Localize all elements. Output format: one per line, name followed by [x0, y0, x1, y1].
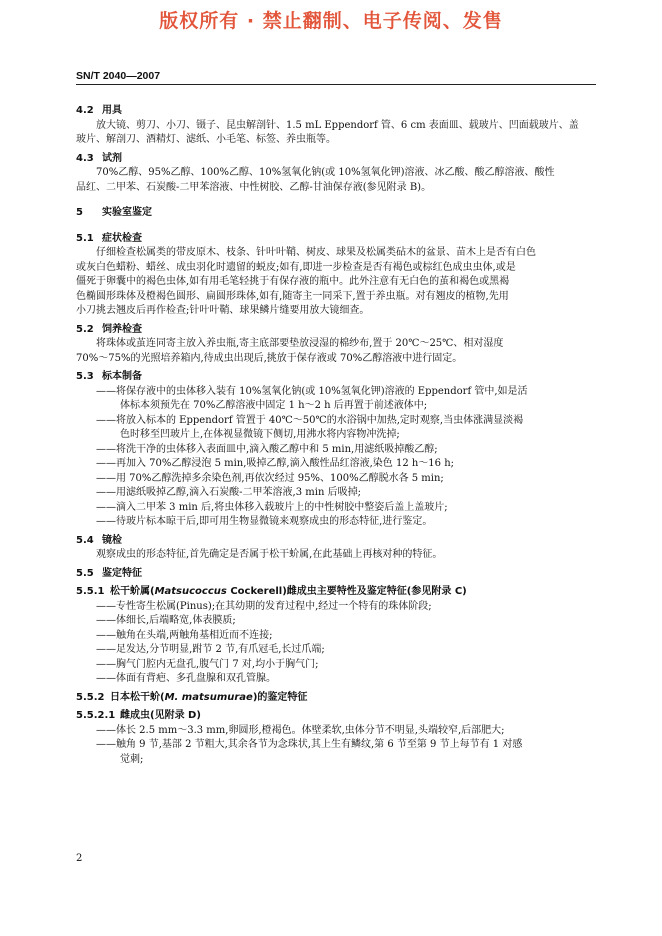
list-item: ——足发达,分节明显,跗节 2 节,有爪冠毛,长过爪端;	[96, 644, 325, 655]
list-item: ——将洗干净的虫体移入表面皿中,滴入酸乙醇中和 5 min,用滤纸吸掉酸乙醇;	[96, 443, 438, 455]
list-item: ——触角 9 节,基部 2 节粗大,其余各节为念珠状,其上生有鳞纹,第 6 节至第 9 节上每节有 1 对感 觉刺;	[96, 739, 523, 765]
heading-5-4: 5.4 镜检	[76, 534, 122, 546]
paragraph-line: 观察成虫的形态特征,首先确定是否属于松干蚧属,在此基础上再核对种的特征。	[96, 549, 443, 560]
heading-5-5-1: 5.5.1 松干蚧属(Matsucoccus Cockerell)雌成虫主要特性及鉴定特征(参见附录 C)	[76, 586, 467, 597]
paragraph-line: 将珠体或茧连同寄主放入养虫瓶,寄主底部要垫放浸湿的棉纱布,置于 20℃～25℃、相对湿度	[96, 338, 504, 349]
paragraph-line: 色椭圆形珠体及橙褐色圆形、扁圆形珠体,如有,随寄主一同采下,置于养虫瓶。对有翘皮的植物,先用	[76, 290, 509, 302]
heading-5-5: 5.5 鉴定特征	[76, 567, 142, 579]
heading-4-3: 4.3 试剂	[76, 152, 122, 164]
paragraph-line: 品红、二甲苯、石炭酸-二甲苯溶液、中性树胶、乙醇-甘油保存液(参见附录 B)。	[76, 181, 432, 193]
heading-5-5-2-1: 5.5.2.1 雌成虫(见附录 D)	[76, 710, 201, 721]
paragraph-line: 放大镜、剪刀、小刀、镊子、昆虫解剖针、1.5 mL Eppendorf 管、6 cm 表面皿、载玻片、凹面载玻片、盖	[96, 119, 579, 131]
list-4-2	[76, 119, 596, 148]
page-number: 2	[76, 853, 83, 864]
paragraph-line: 仔细检查松属类的带皮原木、枝条、针叶叶鞘、树皮、球果及松属类砧木的盆景、苗木上是否有白色	[96, 247, 536, 258]
paragraph-line: 70%～75%的光照培养箱内,待成虫出现后,挑放于保存液或 70%乙醇溶液中进行固定。	[76, 352, 463, 364]
list-item: ——待玻片标本晾干后,即可用生物显微镜来观察成虫的形态特征,进行鉴定。	[96, 516, 433, 527]
list-item: ——专性寄生松属(Pinus);在其幼期的发育过程中,经过一个特有的珠体阶段;	[96, 600, 432, 612]
list-4-3	[76, 166, 596, 195]
heading-4-2: 4.2 用具	[76, 105, 122, 116]
heading-5: 5 实验室鉴定	[76, 207, 152, 218]
heading-5-3: 5.3 标本制备	[76, 371, 142, 382]
header-rule	[76, 84, 596, 85]
list-item: ——用 70%乙醇洗掉多余染色剂,再依次经过 95%、100%乙醇脱水各 5 min;	[96, 472, 444, 484]
list-item: ——体细长,后端略宽,体表膜质;	[96, 615, 236, 626]
document-id: SN/T 2040—2007	[76, 70, 161, 82]
paragraph-line: 或灰白色蜡粉、蜡丝、成虫羽化时遗留的蜕皮;如有,即进一步检查是否有褐色或棕红色成虫虫体,或是	[76, 261, 516, 273]
list-item: ——将放入标本的 Eppendorf 管置于 40℃～50℃的水浴锅中加热,定时观察,当虫体涨满显淡褐 色时移至凹玻片上,在体视显微镜下侧切,用沸水将内容物冲洗掉;	[96, 414, 524, 440]
list-item: ——用滤纸吸掉乙醇,滴入石炭酸-二甲苯溶液,3 min 后吸掉;	[96, 487, 361, 498]
list-item: ——触角在头端,两触角基相近而不连接;	[96, 629, 273, 641]
list-item: ——将保存液中的虫体移入装有 10%氢氧化钠(或 10%氢氧化钾)溶液的 Eppendorf 管中,如是活 体标本须预先在 70%乙醇溶液中固定 1 h～2 h 后再置于前述液体中;	[96, 385, 528, 411]
list-5-2	[76, 337, 596, 366]
list-item: ——体长 2.5 mm～3.3 mm,卵圆形,橙褐色。体壁柔软,虫体分节不明显,头端较窄,后部肥大;	[96, 724, 505, 736]
list-item: ——体面有背疤、多孔盘腺和双孔管腺。	[96, 673, 276, 684]
list-item: ——滴入二甲苯 3 min 后,将虫体移入载玻片上的中性树胶中整姿后盖上盖玻片;	[96, 501, 448, 513]
list-5-5-1	[76, 600, 596, 687]
list-item: ——再加入 70%乙醇浸泡 5 min,吸掉乙醇,滴入酸性品红溶液,染色 12 h～16 h;	[96, 458, 455, 469]
list-item: ——胸气门腔内无盘孔,腹气门 7 对,均小于胸气门;	[96, 658, 319, 670]
copyright-watermark: 版权所有 · 禁止翻制、电子传阅、发售	[159, 10, 503, 32]
list-5-5-2-1	[76, 724, 596, 768]
document-body	[76, 100, 596, 767]
heading-5-5-2: 5.5.2 日本松干蚧(M. matsumurae)的鉴定特征	[76, 691, 308, 703]
paragraph-line: 玻片、解剖刀、酒精灯、滤纸、小毛笔、标签、养虫瓶等。	[76, 134, 336, 145]
list-5-3	[76, 385, 596, 530]
paragraph-line: 小刀挑去翘皮后再作检查;针叶叶鞘、球果鳞片缝要用放大镜细查。	[76, 305, 370, 316]
heading-5-2: 5.2 饲养检查	[76, 323, 142, 335]
paragraph-line: 70%乙醇、95%乙醇、100%乙醇、10%氢氧化钠(或 10%氢氧化钾)溶液、冰乙酸、酸乙醇溶液、酸性	[96, 167, 555, 178]
list-5-1	[76, 246, 596, 319]
heading-5-1: 5.1 症状检查	[76, 232, 142, 244]
paragraph-line: 僵死于卵囊中的褐色虫体,如有用毛笔轻挑于有保存液的瓶中。此外注意有无白色的茧和褐色或黑褐	[76, 276, 510, 287]
